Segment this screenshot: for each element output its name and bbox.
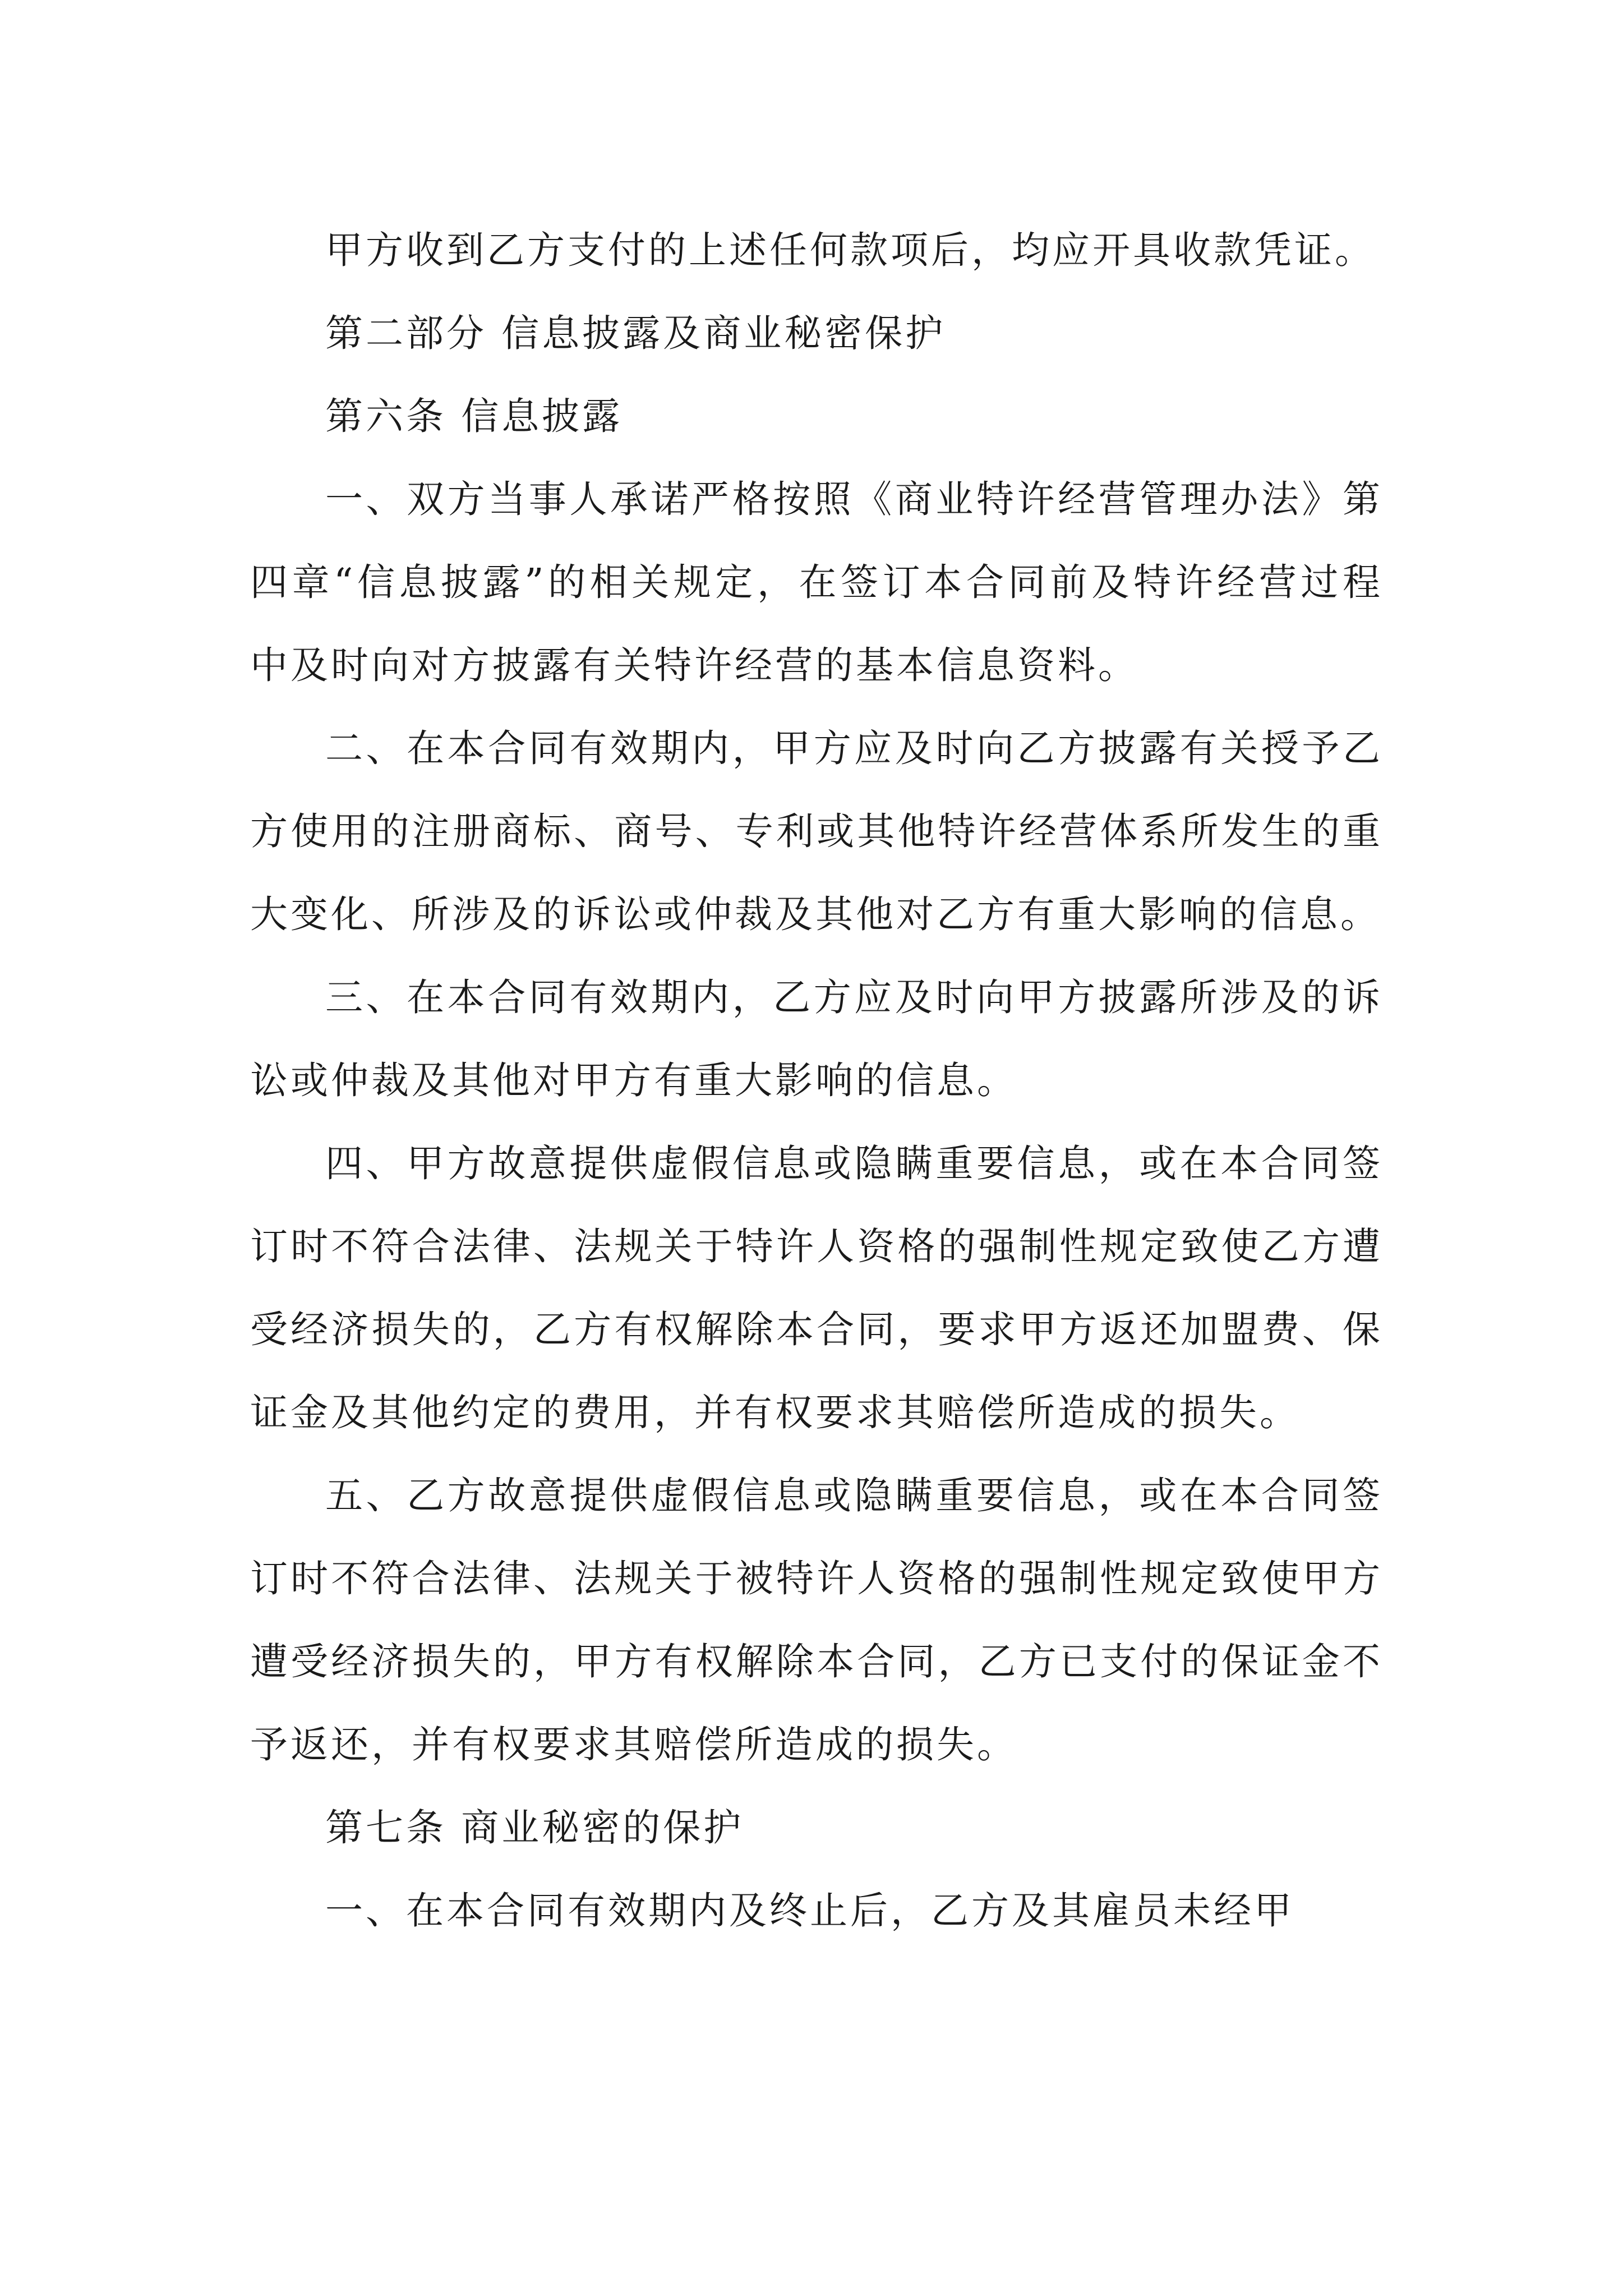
document-body bbox=[250, 209, 1383, 1952]
paragraph-article6-clause5: 五、乙方故意提供虚假信息或隐瞒重要信息，或在本合同签订时不符合法律、法规关于被特许人资格的强制性规定致使甲方遭受经济损失的，甲方有权解除本合同，乙方已支付的保证金不予返还，并有权要求其赔偿所造成的损失。 bbox=[250, 1474, 1383, 1766]
paragraph-article6-clause1: 一、双方当事人承诺严格按照《商业特许经营管理办法》第四章“信息披露”的相关规定，在签订本合同前及特许经营过程中及时向对方披露有关特许经营的基本信息资料。 bbox=[250, 477, 1383, 687]
article-heading-seven: 第七条 商业秘密的保护 bbox=[325, 1806, 744, 1849]
paragraph-receipt: 甲方收到乙方支付的上述任何款项后，均应开具收款凭证。 bbox=[325, 228, 1375, 272]
section-heading-part-two: 第二部分 信息披露及商业秘密保护 bbox=[325, 311, 946, 355]
article-heading-six: 第六条 信息披露 bbox=[325, 394, 623, 438]
paragraph-article6-clause2: 二、在本合同有效期内，甲方应及时向乙方披露有关授予乙方使用的注册商标、商号、专利或其他特许经营体系所发生的重大变化、所涉及的诉讼或仲裁及其他对乙方有重大影响的信息。 bbox=[250, 726, 1383, 936]
paragraph-article6-clause4: 四、甲方故意提供虚假信息或隐瞒重要信息，或在本合同签订时不符合法律、法规关于特许人资格的强制性规定致使乙方遭受经济损失的，乙方有权解除本合同，要求甲方返还加盟费、保证金及其他约定的费用，并有权要求其赔偿所造成的损失。 bbox=[250, 1142, 1383, 1434]
paragraph-article6-clause3: 三、在本合同有效期内，乙方应及时向甲方披露所涉及的诉讼或仲裁及其他对甲方有重大影响的信息。 bbox=[250, 976, 1383, 1102]
paragraph-article7-clause1: 一、在本合同有效期内及终止后，乙方及其雇员未经甲 bbox=[325, 1889, 1294, 1932]
